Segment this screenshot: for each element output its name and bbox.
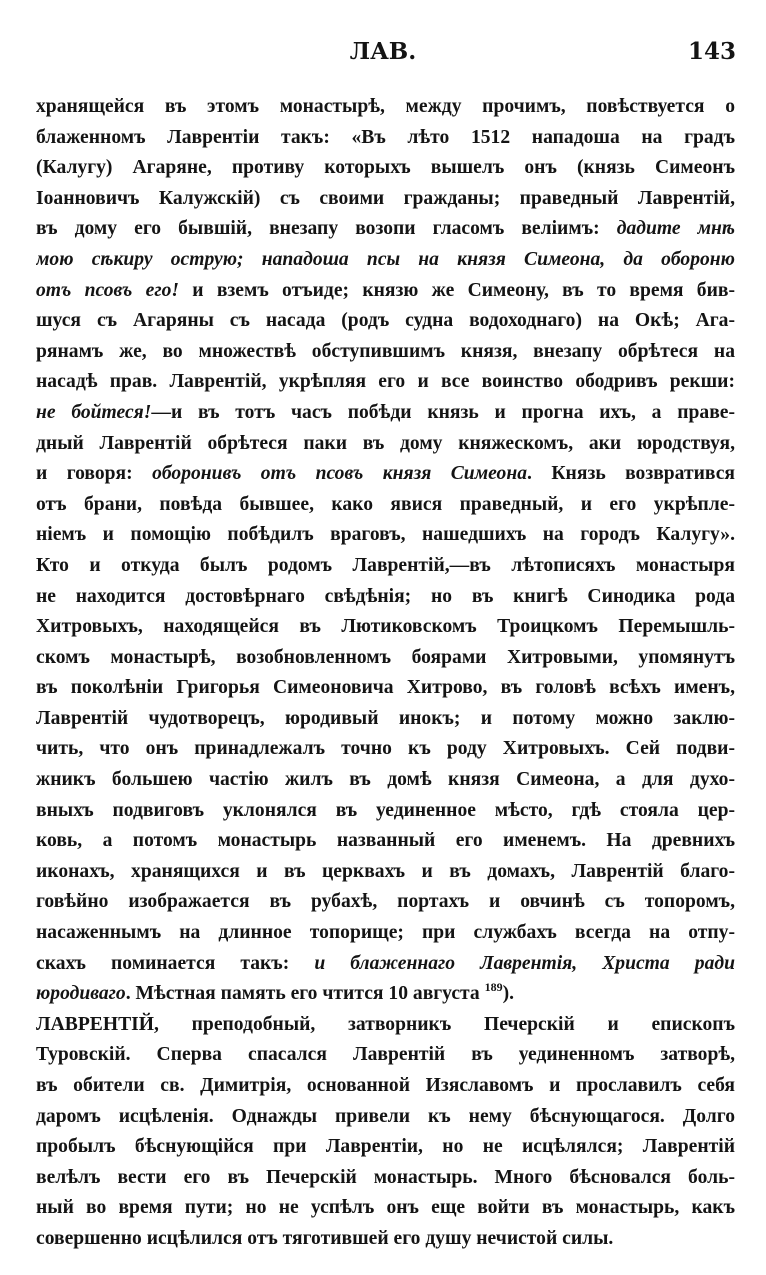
text-run: ковь, а потомъ монастырь названный его именемъ. На древнихъ — [36, 830, 735, 852]
text-line — [36, 123, 735, 154]
text-line — [36, 1224, 735, 1255]
running-head — [0, 34, 766, 70]
italic-quote: отъ псовъ его! — [36, 279, 179, 301]
text-line — [36, 153, 735, 184]
text-line — [36, 582, 735, 613]
text-line — [36, 551, 735, 582]
italic-quote: оборонивъ отъ псовъ князя Симеона — [152, 463, 528, 485]
text-run: Лаврентій чудотворецъ, юродивый инокъ; и потому можно заклю- — [36, 707, 735, 729]
page-number: 143 — [687, 38, 736, 65]
text-line — [36, 214, 735, 245]
text-line — [36, 459, 735, 490]
text-line — [36, 734, 735, 765]
italic-quote: не бойтеся! — [36, 401, 152, 423]
text-run: рянамъ же, во множествѣ обступившимъ князя, внезапу обрѣтеся на — [36, 340, 735, 362]
text-line — [36, 398, 735, 429]
text-run: ный во время пути; но не успѣлъ онъ еще войти въ монастырь, какъ — [36, 1197, 735, 1219]
text-run: ЛАВРЕНТІЙ, преподобный, затворникъ Печерскій и епископъ — [36, 1013, 735, 1035]
text-line — [36, 979, 735, 1010]
text-run: совершенно исцѣлился отъ тяготившей его душу нечистой силы. — [36, 1227, 614, 1249]
text-run: блаженномъ Лаврентіи такъ: «Въ лѣто 1512 нападоша на градъ — [36, 126, 735, 148]
text-line — [36, 1040, 735, 1071]
text-line — [36, 1010, 735, 1041]
text-line — [36, 1132, 735, 1163]
text-run: Кто и откуда былъ родомъ Лаврентій,—въ лѣтописяхъ монастыря — [36, 554, 735, 576]
text-line — [36, 520, 735, 551]
text-line — [36, 887, 735, 918]
text-run: и вземъ отъиде; князю же Симеону, въ то время бив- — [179, 279, 735, 301]
text-run: отъ брани, повѣда бывшее, како явися праведный, и его укрѣпле- — [36, 493, 735, 515]
text-run: дный Лаврентій обрѣтеся паки въ дому княжескомъ, аки юродствуя, — [36, 432, 735, 454]
text-line — [36, 490, 735, 521]
text-run: ). — [502, 983, 515, 1005]
text-run: даромъ исцѣленія. Однажды привели къ нему бѣснующагося. Долго — [36, 1105, 735, 1127]
body-text — [36, 92, 735, 1255]
paragraph — [36, 1010, 735, 1255]
text-line — [36, 92, 735, 123]
text-line — [36, 612, 735, 643]
text-run: . Князь возвратився — [527, 463, 735, 485]
text-line — [36, 826, 735, 857]
text-line — [36, 765, 735, 796]
text-line — [36, 704, 735, 735]
text-run: скомъ монастырѣ, возобновленномъ боярами Хитровыми, упомянутъ — [36, 646, 735, 668]
text-run: иконахъ, хранящихся и въ церквахъ и въ домахъ, Лаврентій благо- — [36, 860, 735, 882]
text-run: въ обители св. Димитрія, основанной Изяславомъ и прославилъ себя — [36, 1075, 735, 1096]
text-run: насадѣ прав. Лаврентій, укрѣпляя его и все воинство ободривъ рекши: — [36, 371, 735, 393]
text-run: скахъ поминается такъ: — [36, 952, 315, 974]
text-run: не находится достовѣрнаго свѣдѣнія; но въ книгѣ Синодика рода — [36, 585, 735, 607]
text-run: Іоанновичъ Калужскій) съ своими гражданы; праведный Лаврентій, — [36, 187, 735, 209]
text-line — [36, 245, 735, 276]
text-run: вныхъ подвиговъ уклонялся въ уединенное мѣсто, гдѣ стояла цер- — [36, 799, 735, 821]
text-line — [36, 949, 735, 980]
text-run: говѣйно изображается въ рубахѣ, портахъ и овчинѣ съ топоромъ, — [36, 891, 735, 913]
text-run: —и въ тотъ часъ побѣди князь и прогна ихъ, а праве- — [151, 401, 735, 423]
text-line — [36, 337, 735, 368]
text-line — [36, 673, 735, 704]
text-run: въ дому его бывшій, внезапу возопи гласомъ веліимъ: — [36, 218, 617, 240]
text-run: въ поколѣніи Григорья Симеоновича Хитрово, въ головѣ всѣхъ именъ, — [36, 677, 735, 699]
italic-quote: дадите мнѣ — [616, 218, 735, 240]
text-run: чить, что онъ принадлежалъ точно къ роду Хитровыхъ. Сей подви- — [36, 738, 735, 760]
text-run: (Калугу) Агаряне, противу которыхъ вышелъ онъ (князь Симеонъ — [36, 157, 735, 179]
running-title: ЛАВ. — [349, 38, 417, 65]
italic-quote: и блаженнаго Лаврентія, Христа ради — [314, 952, 735, 974]
text-line — [36, 1163, 735, 1194]
text-line — [36, 796, 735, 827]
text-run: . Мѣстная память его чтится 10 августа — [125, 983, 485, 1005]
italic-quote: мою сѣкиру острую; нападоша псы на князя Симеона, да обороню — [36, 248, 735, 270]
text-run: Хитровыхъ, находящейся въ Лютиковскомъ Троицкомъ Перемышль- — [36, 616, 735, 638]
text-line — [36, 918, 735, 949]
text-line — [36, 367, 735, 398]
text-line — [36, 276, 735, 307]
text-line — [36, 857, 735, 888]
text-run: велѣлъ вести его въ Печерскій монастырь. Много бѣсновался боль- — [36, 1166, 735, 1188]
text-line — [36, 1102, 735, 1133]
text-run: пробылъ бѣснующійся при Лаврентіи, но не исцѣлялся; Лаврентій — [36, 1136, 735, 1158]
text-line — [36, 1193, 735, 1224]
text-line — [36, 306, 735, 337]
text-line — [36, 643, 735, 674]
paragraph — [36, 92, 735, 1010]
text-run: ніемъ и помощію побѣдилъ враговъ, нашедшихъ на городъ Калугу». — [36, 524, 735, 546]
text-run: и говоря: — [36, 463, 153, 485]
text-run: жникъ большею частію жилъ въ домѣ князя Симеона, а для духо- — [36, 769, 735, 791]
text-line — [36, 429, 735, 460]
text-run: насаженнымъ на длинное топорище; при службахъ всегда на отпу- — [36, 922, 735, 944]
text-run: шуся съ Агаряны съ насада (родъ судна водоходнаго) на Окѣ; Ага- — [36, 310, 735, 332]
text-line — [36, 184, 735, 215]
text-run: хранящейся въ этомъ монастырѣ, между прочимъ, повѣствуется о — [36, 96, 735, 117]
text-line — [36, 1071, 735, 1102]
text-run: Туровскій. Сперва спасался Лаврентій въ уединенномъ затворѣ, — [36, 1044, 735, 1066]
italic-quote: юродиваго — [36, 983, 126, 1005]
footnote-marker: 189 — [484, 980, 503, 995]
